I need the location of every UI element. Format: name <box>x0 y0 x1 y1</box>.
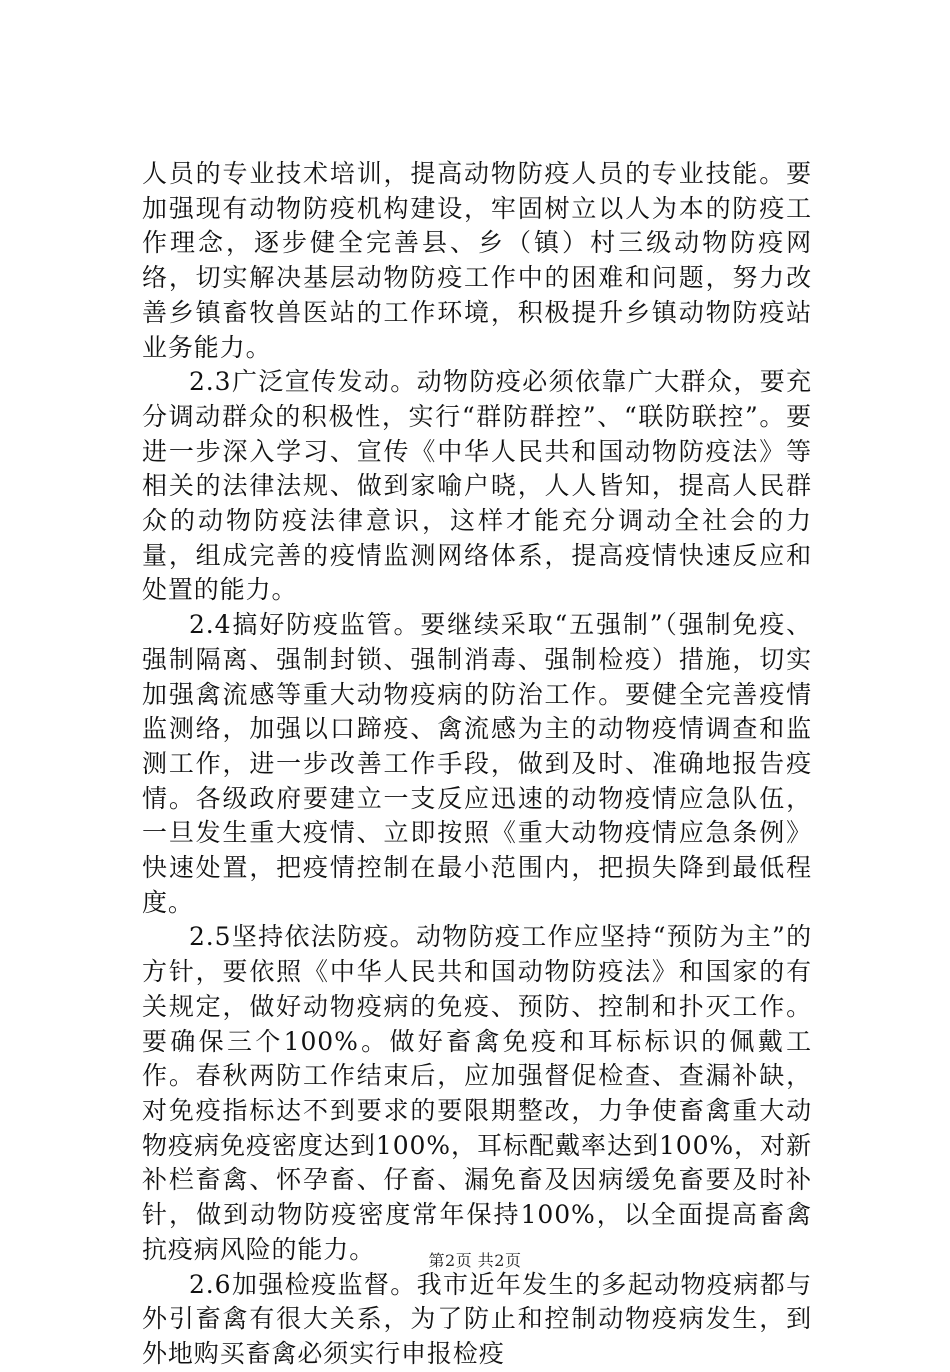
page-footer: 第2页 共2页 <box>428 1251 522 1270</box>
paragraph-2-4: 2.4搞好防疫监管。要继续采取“五强制”（强制免疫、强制隔离、强制封锁、强制消毒、强制检疫）措施，切实加强禽流感等重大动物疫病的防治工作。要健全完善疫情监测络，加强以口蹄疫、禽流感为主的动物疫情调查和监测工作，进一步改善工作手段，做到及时、准确地报告疫情。各级政府要建立一支反应迅速的动物疫情应急队伍，一旦发生重大疫情、立即按照《重大动物疫情应急条例》快速处置，把疫情控制在最小范围内，把损失降到最低程度。 <box>142 610 812 917</box>
paragraph-2-5: 2.5坚持依法防疫。动物防疫工作应坚持“预防为主”的方针，要依照《中华人民共和国动物防疫法》和国家的有关规定，做好动物疫病的免疫、预防、控制和扑灭工作。要确保三个100%。做好畜禽免疫和耳标标识的佩戴工作。春秋两防工作结束后，应加强督促检查、查漏补缺，对免疫指标达不到要求的要限期整改，力争使畜禽重大动物疫病免疫密度达到100%，耳标配戴率达到100%，对新补栏畜禽、怀孕畜、仔畜、漏免畜及因病缓免畜要及时补针，做到动物防疫密度常年保持100%，以全面提高畜禽抗疫病风险的能力。 <box>142 922 812 1264</box>
body-text <box>142 157 812 1372</box>
paragraph-2-6: 2.6加强检疫监督。我市近年发生的多起动物疫病都与外引畜禽有很大关系，为了防止和控制动物疫病发生，到外地购买畜禽必须实行申报检疫 <box>142 1269 812 1368</box>
paragraph-continued: 人员的专业技术培训，提高动物防疫人员的专业技能。要加强现有动物防疫机构建设，牢固树立以人为本的防疫工作理念，逐步健全完善县、乡（镇）村三级动物防疫网络，切实解决基层动物防疫工作中的困难和问题，努力改善乡镇畜牧兽医站的工作环境，积极提升乡镇动物防疫站业务能力。 <box>142 159 812 362</box>
paragraph-2-3: 2.3广泛宣传发动。动物防疫必须依靠广大群众，要充分调动群众的积极性，实行“群防群控”、“联防联控”。要进一步深入学习、宣传《中华人民共和国动物防疫法》等相关的法律法规、做到家喻户晓，人人皆知，提高人民群众的动物防疫法律意识，这样才能充分调动全社会的力量，组成完善的疫情监测网络体系，提高疫情快速反应和处置的能力。 <box>142 367 812 605</box>
